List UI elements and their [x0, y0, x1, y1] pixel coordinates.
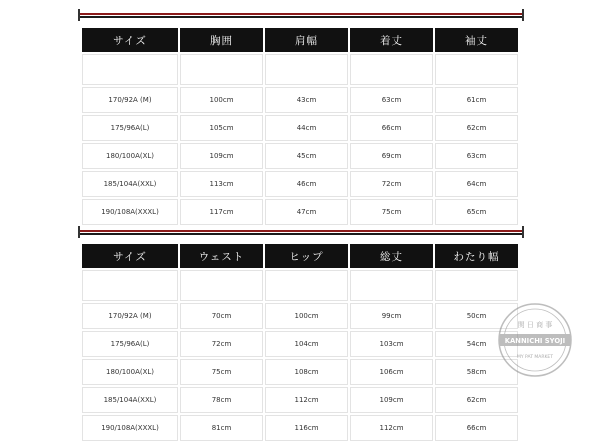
cell-sleeve: 61cm [435, 87, 518, 113]
cell-size: 180/100A(XL) [82, 143, 178, 169]
cell-size: 175/96A(L) [82, 115, 178, 141]
middle-decorative-stripe [78, 230, 524, 236]
cell-thigh-width: 50cm [435, 303, 518, 329]
header-sleeve: 袖丈 [435, 28, 518, 52]
header-total-length: 総丈 [350, 244, 433, 268]
table-header-row [82, 28, 518, 52]
cell-size: 175/96A(L) [82, 331, 178, 357]
cell-size: 185/104A(XXL) [82, 387, 178, 413]
top-decorative-stripe [78, 13, 524, 19]
cell-thigh-width: 66cm [435, 415, 518, 441]
cell-size: 170/92A (M) [82, 303, 178, 329]
cell-waist: 81cm [180, 415, 263, 441]
cell-total-length: 99cm [350, 303, 433, 329]
cell-hip: 116cm [265, 415, 348, 441]
blank-row [82, 54, 518, 85]
cell-shoulder: 45cm [265, 143, 348, 169]
watermark-bottom-text: MY PAT MARKET [516, 355, 554, 360]
cell-chest: 117cm [180, 199, 263, 225]
table-row [82, 87, 518, 113]
header-length: 着丈 [350, 28, 433, 52]
cell-total-length: 112cm [350, 415, 433, 441]
header-chest: 胸囲 [180, 28, 263, 52]
table-row [82, 115, 518, 141]
table-row [82, 171, 518, 197]
cell-thigh-width: 54cm [435, 331, 518, 357]
watermark-main-text: KANNICHI SYOJI [504, 337, 566, 345]
cell-size: 170/92A (M) [82, 87, 178, 113]
table-row [82, 303, 518, 329]
cell-total-length: 103cm [350, 331, 433, 357]
header-size: サイズ [82, 244, 178, 268]
size-table-bottoms [80, 242, 520, 443]
cell-shoulder: 43cm [265, 87, 348, 113]
cell-hip: 104cm [265, 331, 348, 357]
cell-length: 69cm [350, 143, 433, 169]
cell-waist: 78cm [180, 387, 263, 413]
header-waist: ウェスト [180, 244, 263, 268]
kannichi-syoji-watermark-stamp [497, 302, 573, 378]
cell-shoulder: 46cm [265, 171, 348, 197]
cell-length: 66cm [350, 115, 433, 141]
cell-shoulder: 44cm [265, 115, 348, 141]
cell-total-length: 106cm [350, 359, 433, 385]
cell-thigh-width: 58cm [435, 359, 518, 385]
cell-chest: 100cm [180, 87, 263, 113]
cell-sleeve: 64cm [435, 171, 518, 197]
cell-chest: 105cm [180, 115, 263, 141]
table-row [82, 387, 518, 413]
cell-hip: 108cm [265, 359, 348, 385]
cell-hip: 100cm [265, 303, 348, 329]
cell-size: 190/108A(XXXL) [82, 415, 178, 441]
header-size: サイズ [82, 28, 178, 52]
table-row [82, 359, 518, 385]
cell-chest: 109cm [180, 143, 263, 169]
cell-total-length: 109cm [350, 387, 433, 413]
cell-length: 63cm [350, 87, 433, 113]
cell-sleeve: 63cm [435, 143, 518, 169]
cell-waist: 72cm [180, 331, 263, 357]
cell-length: 75cm [350, 199, 433, 225]
table-row [82, 415, 518, 441]
cell-size: 190/108A(XXXL) [82, 199, 178, 225]
cell-shoulder: 47cm [265, 199, 348, 225]
cell-sleeve: 65cm [435, 199, 518, 225]
cell-waist: 70cm [180, 303, 263, 329]
cell-waist: 75cm [180, 359, 263, 385]
header-shoulder: 肩幅 [265, 28, 348, 52]
table-row [82, 143, 518, 169]
table-row [82, 199, 518, 225]
blank-row [82, 270, 518, 301]
header-hip: ヒップ [265, 244, 348, 268]
header-thigh-width: わたり幅 [435, 244, 518, 268]
table-row [82, 331, 518, 357]
cell-size: 185/104A(XXL) [82, 171, 178, 197]
size-table-tops [80, 26, 520, 227]
cell-chest: 113cm [180, 171, 263, 197]
watermark-top-text: 関 日 商 事 [517, 321, 553, 329]
cell-thigh-width: 62cm [435, 387, 518, 413]
cell-sleeve: 62cm [435, 115, 518, 141]
cell-size: 180/100A(XL) [82, 359, 178, 385]
table-header-row [82, 244, 518, 268]
cell-length: 72cm [350, 171, 433, 197]
cell-hip: 112cm [265, 387, 348, 413]
